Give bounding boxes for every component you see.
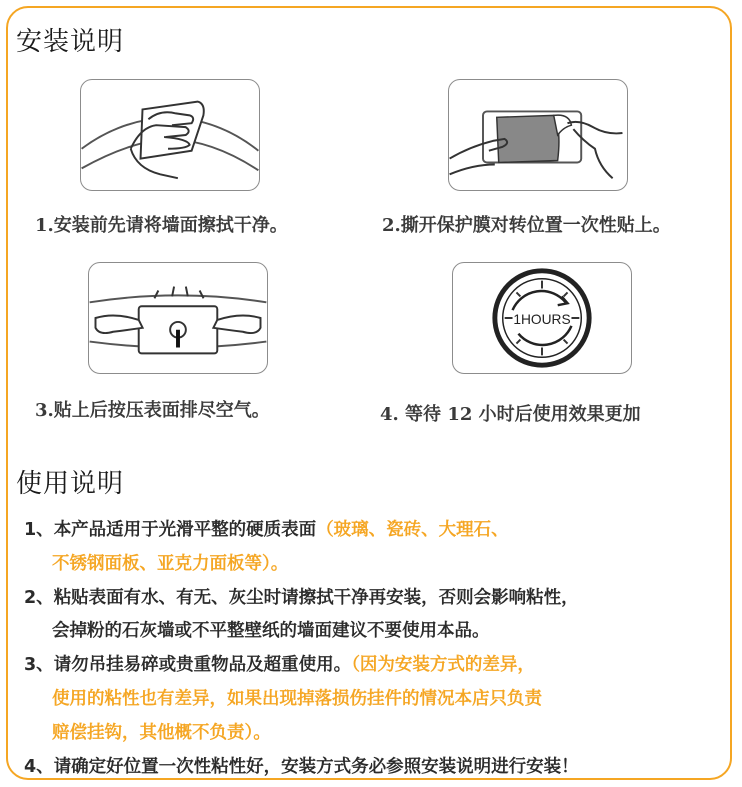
press-hook-icon [89, 263, 267, 373]
usage-notes [24, 514, 724, 784]
step-2-caption: 2.撕开保护膜对转位置一次性贴上。 [382, 215, 671, 236]
note-highlight: （玻璃、瓷砖、大理石、 [316, 520, 509, 540]
note-text: 请确定好位置一次性粘性好，安装方式务必参照安装说明进行安装！ [53, 756, 579, 777]
note-highlight-cont: 不锈钢面板、亚克力面板等）。 [52, 553, 289, 574]
note-text: 请勿吊挂易碎或贵重物品及超重使用。 [53, 655, 352, 676]
step-3-caption: 3.贴上后按压表面排尽空气。 [35, 400, 270, 421]
note-number: 4、 [24, 756, 54, 777]
step-1-illustration [80, 79, 260, 191]
note-number: 1、 [24, 520, 54, 540]
timer-label: 1HOURS [513, 311, 571, 327]
note-number: 3、 [24, 655, 54, 676]
step-3-illustration [88, 262, 268, 374]
note-4 [24, 751, 724, 785]
note-text-cont: 会掉粉的石灰墙或不平整壁纸的墙面建议不要使用本品。 [52, 621, 490, 642]
step-1-caption: 1.安装前先请将墙面擦拭干净。 [35, 215, 288, 236]
note-3 [24, 649, 724, 750]
note-text: 本产品适用于光滑平整的硬质表面 [53, 520, 317, 540]
note-highlight: （因为安装方式的差异， [351, 655, 535, 676]
wipe-wall-icon [81, 80, 259, 190]
note-highlight-cont-2: 赔偿挂钩，其他概不负责）。 [52, 722, 271, 743]
note-text: 粘贴表面有水、有无、灰尘时请擦拭干净再安装，否则会影响粘性， [53, 587, 579, 608]
note-2 [24, 582, 724, 650]
timer-icon [453, 263, 631, 373]
peel-film-icon [449, 80, 627, 190]
note-1 [24, 514, 724, 582]
install-title: 安装说明 [16, 27, 125, 57]
step-4-illustration [452, 262, 632, 374]
step-4-caption: 4. 等待 12 小时后使用效果更加 [380, 404, 641, 425]
usage-title: 使用说明 [16, 469, 125, 499]
note-number: 2、 [24, 587, 54, 608]
step-2-illustration [448, 79, 628, 191]
note-highlight-cont: 使用的粘性也有差异，如果出现掉落损伤挂件的情况本店只负责 [52, 688, 542, 709]
